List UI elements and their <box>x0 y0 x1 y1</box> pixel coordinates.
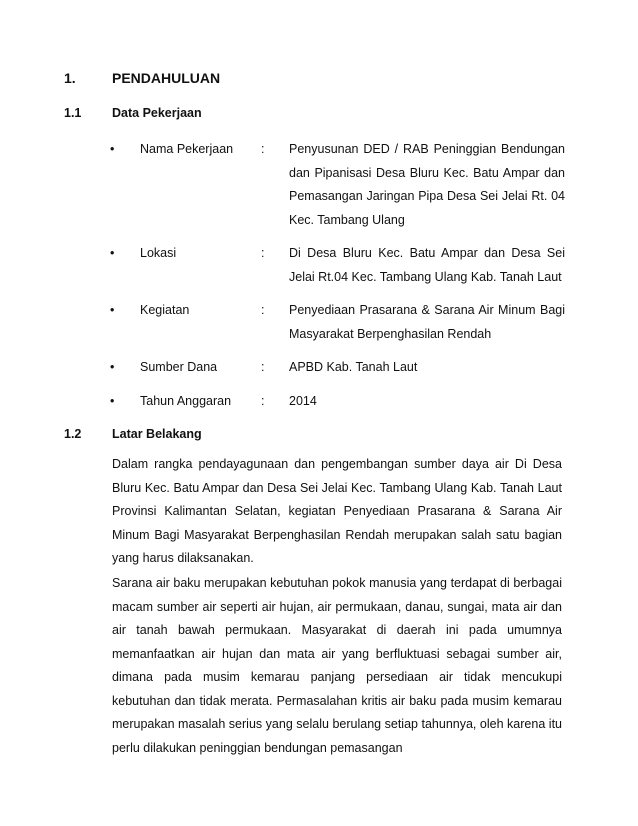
item-label: Nama Pekerjaan <box>140 142 234 156</box>
item-label: Kegiatan <box>140 303 190 317</box>
item-value: APBD Kab. Tanah Laut <box>289 360 418 374</box>
item-colon: : <box>261 246 265 260</box>
bullet: • <box>110 393 115 408</box>
list-item <box>110 138 565 232</box>
list-item <box>110 356 565 380</box>
subsection-number: 1.1 <box>64 106 82 120</box>
subsection-number: 1.2 <box>64 427 82 441</box>
section-title: PENDAHULUAN <box>112 70 221 86</box>
item-colon: : <box>261 360 265 374</box>
section-number: 1. <box>64 70 76 86</box>
item-colon: : <box>261 393 265 408</box>
item-label: Lokasi <box>140 246 177 260</box>
item-label: Tahun Anggaran <box>140 393 232 408</box>
list-item <box>110 242 565 289</box>
body-paragraph: Sarana air baku merupakan kebutuhan pokok manusia yang terdapat di berbagai macam sumber air seperti air hujan, air permukaan, danau, sungai, mata air dan air tanah bawah permukaan. Masyarakat di daerah ini pada umumnya memanfaatkan air hujan dan mata air yang berfluktuasi sebagai sumber air, dimana pada musim kemarau panjang persediaan air tidak mencukupi kebutuhan dan tidak merata. Permasalahan kritis air baku pada musim kemarau merupakan masalah serius yang selalu berulang setiap tahunnya, oleh karena itu perlu dilakukan peninggian bendungan pemasangan <box>112 576 562 755</box>
subsection-title: Data Pekerjaan <box>112 106 202 120</box>
list-item <box>110 390 565 414</box>
item-value: Di Desa Bluru Kec. Batu Ampar dan Desa Sei Jelai Rt.04 Kec. Tambang Ulang Kab. Tanah Laut <box>289 246 565 284</box>
body-paragraph: Dalam rangka pendayagunaan dan pengembangan sumber daya air Di Desa Bluru Kec. Batu Ampar dan Desa Sei Jelai Kec. Tambang Ulang Kab. Tanah Laut Provinsi Kalimantan Selatan, kegiatan Penyediaan Prasarana & Sarana Air Minum Bagi Masyarakat Berpenghasilan Rendah merupakan salah satu bagian yang harus dilaksanakan. <box>112 457 562 565</box>
bullet: • <box>110 246 115 260</box>
item-label: Sumber Dana <box>140 360 218 374</box>
project-data-list <box>110 138 565 423</box>
item-value: 2014 <box>289 393 317 408</box>
bullet: • <box>110 142 115 156</box>
item-colon: : <box>261 142 265 156</box>
bullet: • <box>110 360 115 374</box>
item-value: Penyediaan Prasarana & Sarana Air Minum Bagi Masyarakat Berpenghasilan Rendah <box>289 303 565 341</box>
subsection-title: Latar Belakang <box>112 427 202 441</box>
bullet: • <box>110 303 115 317</box>
list-item <box>110 299 565 346</box>
item-value: Penyusunan DED / RAB Peninggian Bendungan dan Pipanisasi Desa Bluru Kec. Batu Ampar dan Pemasangan Jaringan Pipa Desa Sei Jelai Rt. 04 Kec. Tambang Ulang <box>289 142 565 227</box>
item-colon: : <box>261 303 265 317</box>
